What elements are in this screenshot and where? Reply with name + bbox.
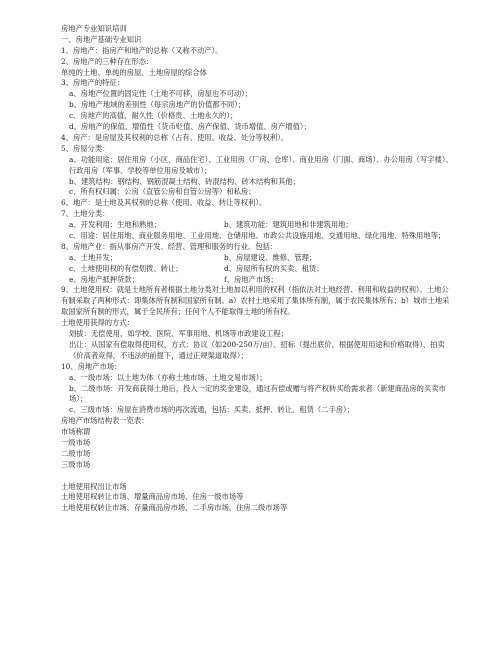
list-item: b、房地产地域的差别性（每宗房地产的价值都不同）；	[69, 100, 246, 110]
list-row	[61, 275, 456, 286]
paragraph: 4、房产：是房屋及其权利的总称（占有、使用、收益、处分等权利）。	[61, 132, 289, 142]
list-item: 出让：从国家有偿取得使用权，方式：协议（如200-250万/亩）、招标（提出底价，根据使用用途和价格取得）、拍卖（价高者竞得，不违法的前提下，通过正规渠道取得）；	[69, 339, 445, 360]
paragraph: 7、土地分类：	[61, 209, 110, 219]
paragraph: 1、房地产：指房产和地产的总称（又称不动产）。	[61, 45, 223, 55]
table-cell: 土地使用权转让市场、增量商品房市场、住房一级市场等	[61, 492, 244, 502]
paragraph: 8、房地产业：指从事房产开发、经营、管理和服务的行业。包括：	[61, 241, 278, 251]
list-item: a、房地产位置的固定性（土地不可移，房屋也不可动）；	[69, 89, 253, 99]
list-item: c、房地产的高值、耐久性（价格贵、土地永久的）；	[69, 111, 238, 121]
list-item: b、建筑功能：建筑用地和非建筑用地；	[224, 220, 353, 230]
list-item: a、功能用途：居住用房（小区、商品住宅）、工业用房（厂房、仓库）、商业用房（门面、商场）、办公用房（写字楼）、行政用房（军事、学校等单位用房及城市）；	[69, 154, 453, 175]
paragraph: 房地产市场结构表一览表：	[61, 416, 149, 426]
list-item: e、房地产抵押贷款；	[69, 274, 139, 284]
list-row	[61, 253, 456, 264]
list-item: c、用途：居住用地、商业服务用地、工业用地、仓储用地、市政公共设施用地、交通用地、绿化用地、特殊用地等；	[69, 230, 446, 240]
paragraph: 单纯的土地、单纯的房屋、土地房屋的综合体	[61, 67, 207, 77]
paragraph: 3、房地产的特征：	[61, 78, 125, 88]
list-item: d、房地产的保值、增值性（货币贬值、房产保值、货币增值、房产增值）；	[69, 122, 311, 132]
list-item: a、土地开发；	[69, 252, 118, 262]
paragraph: 6、地产：是土地及其权利的总称（使用、收益、转让等权利）。	[61, 198, 267, 208]
doc-title: 房地产专业知识培训	[61, 24, 127, 33]
table-cell: 土地使用权转让市场、存量商品房市场、二手房市场、住房二级市场等	[61, 503, 288, 513]
table-cell: 土地使用权出让市场	[61, 481, 127, 491]
list-item: a、一级市场：以土地为体（亦称土地市场、土地交易市场）；	[69, 372, 267, 382]
table-cell: 一级市场	[61, 438, 91, 447]
document-page	[61, 24, 456, 514]
list-item: a、开发利用：生地和熟地；	[69, 220, 161, 230]
section-heading: 一、房地产基础专业知识	[61, 34, 142, 44]
list-row	[61, 220, 456, 231]
list-item: f、房地产市场；	[224, 274, 278, 284]
paragraph: 土地使用获得的方式：	[61, 318, 134, 328]
spacer	[61, 471, 456, 482]
paragraph: 10、房地产市场：	[61, 361, 122, 371]
table-cell: 三级市场	[61, 459, 91, 469]
table-cell: 二级市场	[61, 448, 91, 458]
paragraph: 5、房屋分类：	[61, 143, 110, 153]
paragraph: 9、土地使用权：就是土地所有者根据土地分类对土地加以利用的权利（指依法对土地经营、利用和收益的权利）。土地公有制采取了两种形式：即集体所有制和国家所有制。a）农村土地采用了集体所有制，属于农民集体所有；b）城市土地采取国家所有制的形式，属于全民所有；任何个人不能取得土地的所有权。	[61, 285, 450, 317]
list-item: 划拔：无偿使用，如学校、医院、军事用地、机场等市政建设工程；	[69, 329, 288, 339]
list-item: b、二级市场：开发商获得土地后，投入一定的奖金建设，通过有偿或赠与将产权转买给需求者（新建商品房的买卖市场）；	[69, 383, 446, 404]
table-header: 市场称谓	[61, 427, 91, 437]
list-item: b、房屋建设、维修、管理；	[224, 252, 317, 262]
list-item: c、所有权归属：公房（直管公房和自管公房等）和私房；	[69, 187, 256, 197]
list-item: b、建筑结构：钢结构、钢筋混凝土结构、砖混结构、砖木结构和其他；	[69, 176, 300, 186]
paragraph: 2、房地产的三种存在形态：	[61, 56, 154, 66]
list-item: c、三级市场：房屋在消费市场的再次流通，包括：买卖、抵押、转让、租赁（二手房）；	[69, 405, 355, 415]
list-row	[61, 264, 456, 275]
list-item: d、房屋所有权的买卖、租赁；	[224, 263, 324, 273]
list-item: c、土地使用权的有偿划拨、转让；	[69, 263, 183, 273]
